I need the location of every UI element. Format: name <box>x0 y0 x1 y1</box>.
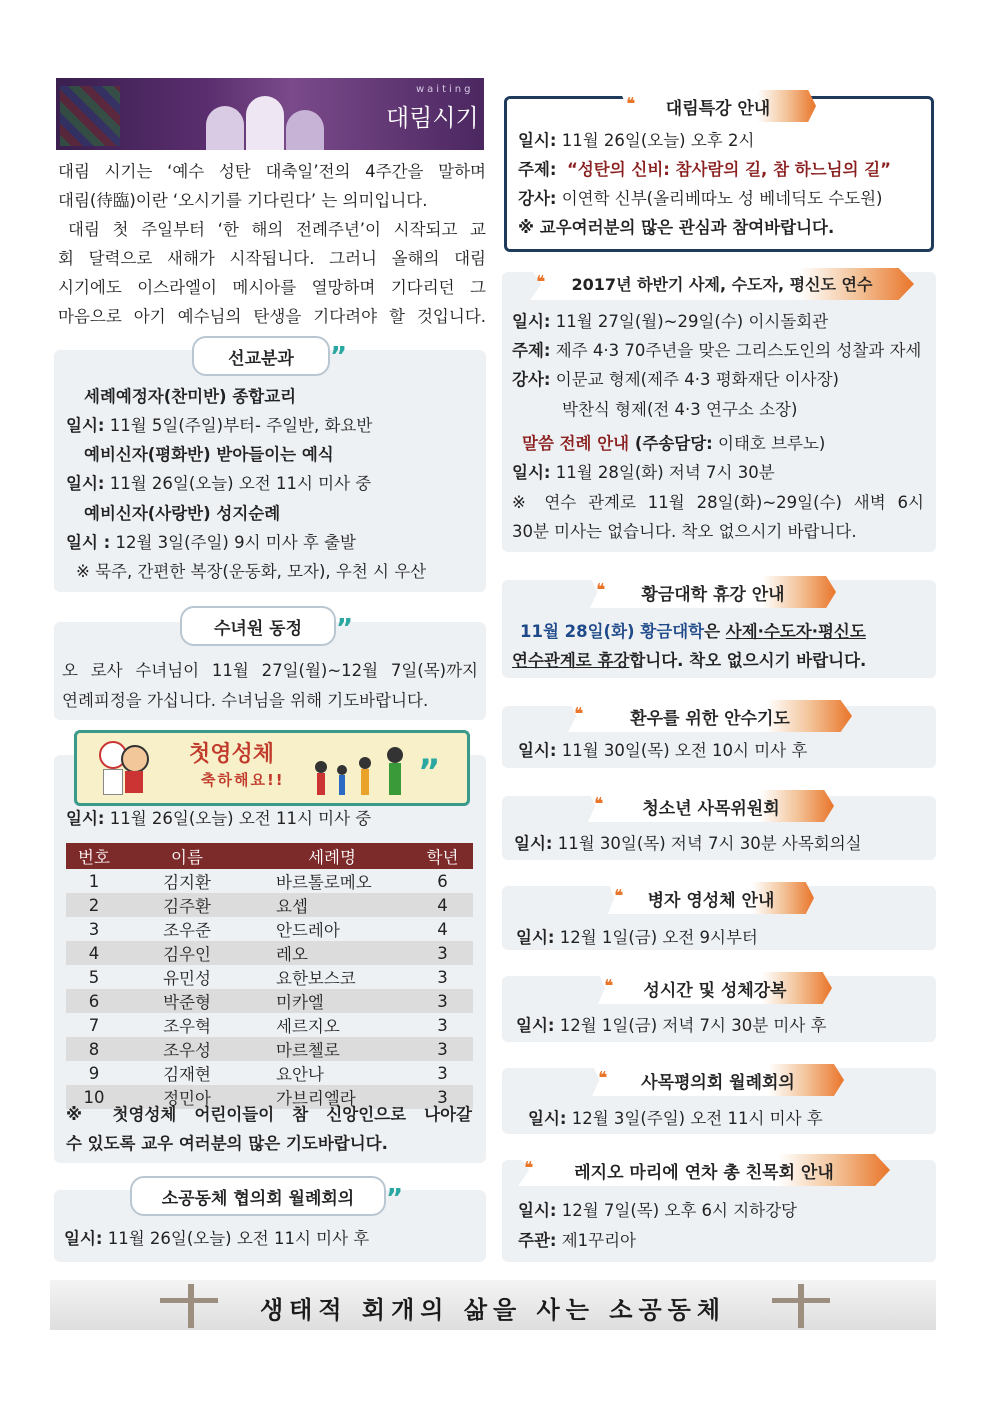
golden-title-tag <box>590 570 836 608</box>
col-header-baptismal-name: 세례명 <box>252 843 412 869</box>
advent-banner <box>56 78 484 150</box>
sick-prayer-title: 환우를 위한 안수기도 <box>630 709 790 729</box>
quote-mark-icon: ❛❛ <box>626 94 633 115</box>
quote-mark-icon: ❛❛ <box>536 272 543 293</box>
sick-prayer-line: 일시: 11월 30일(목) 오전 10시 미사 후 <box>518 741 808 760</box>
sick-communion-line: 일시: 12월 1일(금) 오전 9시부터 <box>516 928 758 947</box>
intro-paragraph <box>58 157 486 331</box>
intro-line: 대림 시기는 ‘예수 성탄 대축일’전의 4주간을 말하며 <box>58 162 486 181</box>
table-row: 1 김지환 바르톨로메오 6 <box>88 871 448 892</box>
convent-line-1: 오 로사 수녀님이 11월 27일(월)~12월 7일(목)까지 <box>62 661 478 680</box>
candle-image <box>206 88 326 150</box>
youth-title: 청소년 사목위원회 <box>642 799 780 819</box>
table-row: 10 정민아 가브리엘라 3 <box>66 1085 473 1109</box>
quote-mark-icon: ” <box>418 752 441 792</box>
advent-lecture-title: 대림특강 안내 <box>665 99 771 119</box>
quote-mark-icon: ❛❛ <box>604 976 611 997</box>
quote-mark-icon: ❛❛ <box>596 580 603 601</box>
communion-note-2: 수 있도록 교우 여러분의 많은 기도바랍니다. <box>66 1134 388 1153</box>
quote-mark-icon: ❛❛ <box>614 886 621 907</box>
legio-title-tag <box>518 1148 890 1186</box>
training-title: 2017년 하반기 사제, 수도자, 평신도 연수 <box>571 275 873 294</box>
quote-mark-icon: ❛❛ <box>574 704 581 725</box>
holy-hour-title: 성시간 및 성체강복 <box>643 981 787 1001</box>
mission-title-box <box>192 336 330 376</box>
table-header-row <box>66 843 473 869</box>
golden-line-1: 11월 28일(화) 황금대학은 사제·수도자·평신도 <box>520 622 866 641</box>
sick-communion-title-tag <box>608 876 814 914</box>
footer-text: 생태적 회개의 삶을 사는 소공동체 <box>260 1296 726 1324</box>
intro-line: 마음으로 아기 예수님의 탄생을 기다려야 할 것입니다. <box>58 307 486 326</box>
intro-line: 회 달력으로 새해가 시작됩니다. 그러니 올해의 대림 <box>58 249 486 268</box>
pastoral-title: 사목평의회 월례회의 <box>641 1073 795 1093</box>
cross-icon <box>772 1284 832 1326</box>
mission-title: 선교분과 <box>228 349 294 369</box>
footer-banner <box>50 1280 936 1330</box>
convent-line-2: 연례피정을 가십니다. 수녀님을 위해 기도바랍니다. <box>62 691 429 710</box>
youth-line: 일시: 11월 30일(목) 저녁 7시 30분 사목회의실 <box>514 834 862 853</box>
table-row: 8 조우성 마르첼로 3 <box>66 1037 473 1061</box>
intro-line: 시기에도 이스라엘이 메시아를 열망하며 기다리던 그 <box>58 278 486 297</box>
communion-date: 일시: 11월 26일(오늘) 오전 11시 미사 중 <box>66 809 372 828</box>
sick-communion-title: 병자 영성체 안내 <box>647 891 775 911</box>
convent-title: 수녀원 동정 <box>213 619 303 639</box>
quote-mark-icon: ” <box>336 614 354 644</box>
training-line-6: 일시: 11월 28일(화) 저녁 7시 30분 <box>512 463 775 482</box>
advent-lecture-line-4: ※ 교우여러분의 많은 관심과 참여바랍니다. <box>518 218 835 237</box>
quote-mark-icon: ” <box>330 342 348 372</box>
youth-title-tag <box>588 784 834 822</box>
training-line-1: 일시: 11월 27일(월)~29일(수) 이시돌회관 <box>512 312 829 331</box>
communion-banner-sub: 축하해요!! <box>201 771 285 789</box>
table-row: 6 박준형 미카엘 3 <box>66 989 473 1013</box>
intro-line: 대림 첫 주일부터 ‘한 해의 전례주년’이 시작되고 교 <box>68 220 486 239</box>
mission-note: ※ 묵주, 간편한 복장(운동화, 모자), 우천 시 우산 <box>76 562 427 581</box>
communion-table <box>66 843 473 1109</box>
communion-banner-title: 첫영성체 <box>189 742 275 767</box>
communion-banner <box>74 730 470 806</box>
col-header-name: 이름 <box>122 843 252 869</box>
col-header-grade: 학년 <box>412 843 473 869</box>
training-line-5: 말씀 전례 안내 (주송담당: 이태호 브루노) <box>522 434 826 453</box>
pastoral-title-tag <box>592 1058 844 1096</box>
pastoral-line: 일시: 12월 3일(주일) 오전 11시 미사 후 <box>528 1109 823 1128</box>
mission-heading-2: 예비신자(평화반) 받아들이는 예식 <box>84 445 334 464</box>
family-icon <box>315 747 415 795</box>
table-row: 4 김우인 레오 3 <box>66 941 473 965</box>
communion-note-1: ※ 첫영성체 어린이들이 참 신앙인으로 나아갈 <box>66 1105 472 1124</box>
quote-mark-icon: ❛❛ <box>594 794 601 815</box>
intro-line: 대림(待臨)이란 ‘오시기를 기다린다’ 는 의미입니다. <box>58 191 428 210</box>
golden-line-2: 연수관계로 휴강합니다. 착오 없으시기 바랍니다. <box>512 651 867 670</box>
mission-line-1: 일시: 11월 5일(주일)부터- 주일반, 화요반 <box>66 416 373 435</box>
table-row: 2 김주환 요셉 4 <box>66 893 473 917</box>
training-line-2: 주제: 제주 4·3 70주년을 맞은 그리스도인의 성찰과 자세 <box>512 341 922 360</box>
convent-title-box <box>180 606 336 646</box>
table-row: 9 김재현 요안나 3 <box>88 1063 448 1084</box>
training-line-3: 강사: 이문교 형제(제주 4·3 평화재단 이사장) <box>512 370 839 389</box>
training-line-7: ※ 연수 관계로 11월 28일(화)~29일(수) 새벽 6시 <box>512 493 924 512</box>
quote-mark-icon: ❛❛ <box>524 1158 531 1179</box>
legio-line-1: 일시: 12월 7일(목) 오후 6시 지하강당 <box>518 1201 797 1220</box>
mission-line-3: 일시 : 12월 3일(주일) 9시 미사 후 출발 <box>66 533 356 552</box>
banner-title: 대림시기 <box>386 104 479 132</box>
training-line-8: 30분 미사는 없습니다. 착오 없으시기 바랍니다. <box>512 522 857 541</box>
legio-title: 레지오 마리에 연차 총 친목회 안내 <box>574 1163 834 1183</box>
table-row: 3 조우준 안드레아 4 <box>88 919 448 940</box>
mission-heading-1: 세례예정자(찬미반) 종합교리 <box>84 387 297 406</box>
community-line: 일시: 11월 26일(오늘) 오전 11시 미사 후 <box>64 1229 370 1248</box>
community-title: 소공동체 협의회 월례회의 <box>161 1189 355 1209</box>
training-title-tag <box>530 262 914 300</box>
quote-mark-icon: ❛❛ <box>598 1068 605 1089</box>
mission-line-2: 일시: 11월 26일(오늘) 오전 11시 미사 중 <box>66 474 372 493</box>
sick-prayer-title-tag <box>568 694 852 732</box>
advent-lecture-title-tag <box>620 84 816 122</box>
quote-mark-icon: ” <box>386 1184 404 1214</box>
col-header-number: 번호 <box>66 843 122 869</box>
community-title-box <box>130 1176 386 1216</box>
training-line-4: 박찬식 형제(전 4·3 연구소 소장) <box>562 400 798 419</box>
advent-lecture-line-3: 강사: 이연학 신부(올리베따노 성 베네딕도 수도원) <box>518 189 883 208</box>
advent-lecture-line-2: 주제: “성탄의 신비: 참사람의 길, 참 하느님의 길” <box>518 160 892 179</box>
table-row: 7 조우혁 세르지오 3 <box>88 1015 448 1036</box>
table-row: 5 유민성 요한보스코 3 <box>88 967 448 988</box>
holy-hour-line: 일시: 12월 1일(금) 저녁 7시 30분 미사 후 <box>516 1016 827 1035</box>
banner-small-text: waiting <box>416 84 474 95</box>
advent-lecture-line-1: 일시: 11월 26일(오늘) 오후 2시 <box>518 131 755 150</box>
mission-heading-3: 예비신자(사랑반) 성지순례 <box>84 504 281 523</box>
holy-hour-title-tag <box>598 966 832 1004</box>
golden-title: 황금대학 휴강 안내 <box>641 585 785 605</box>
children-icon <box>99 741 149 795</box>
legio-line-2: 주관: 제1꾸리아 <box>518 1231 636 1250</box>
